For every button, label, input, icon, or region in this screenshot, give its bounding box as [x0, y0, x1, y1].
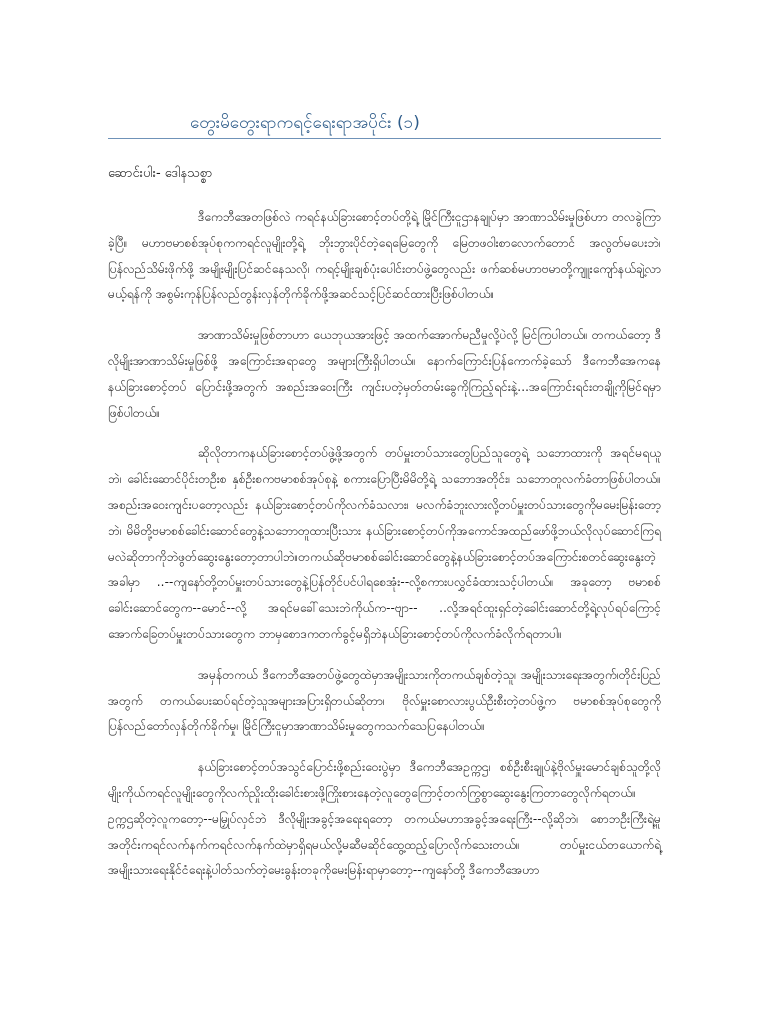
article-body — [108, 205, 661, 899]
author-line: ဆောင်းပါး- ဒေါနသစ္စာ — [108, 166, 213, 181]
paragraph-1: ဒီကေဘီအေတဖြစ်လဲ ကရင်နယ်ခြားစောင့်တပ်တို့ရဲ့ မြိုင်ကြီးငူဌာနချုပ်မှာ အာဏာသိမ်းမှုဖြစ်ဟာ တလခွဲကြာခဲ့ပြီ။ မဟာဗမာစစ်အုပ်စုကကရင်လူမျိုးတို့ရဲ့ ဘိုးဘွားပိုင်တဲ့ရေမြေတွေကို မြေတဖဝါးစာလောက်တောင် အလွတ်မပေးဘဲ၊ ပြန်လည်သိမ်းဖိုက်ဖို့ အမျိုးမျိုးပြင်ဆင်နေသလို၊ ကရင့်မျိုးချစ်ပုံးပေါင်းတပ်ဖွဲ့တွေလည်း ဖက်ဆစ်မဟာဗမာတို့ကျူးကျော်နယ်ချဲ့လာမယ့်ရန်ကို အစွမ်းကုန်ပြန်လည်တွန်းလှန်တိုက်ခိုက်ဖို့အဆင်သင့်ပြင်ဆင်ထားပြီးဖြစ်ပါတယ်။ — [108, 210, 661, 302]
paragraph-4: အမှန်တကယ် ဒီကေဘီအေတပ်ဖွဲ့တွေထဲမှာအမျိုးသားကိုတကယ်ချစ်တဲ့သူ၊ အမျိုးသားရေးအတွက်၊တိုင်းပြည်အတွက် တကယ်ပေးဆပ်ရင်တဲ့သူအများအပြားရှိတယ်ဆိုတာ၊ ဗိုလ်မှူးစောလားပွယ်ဦးစီးတဲ့တပ်ဖွဲ့က ဗမာစစ်အုပ်စုတွေကို ပြန်လည်တော်လှန်တိုက်ခိုက်မှု၊ မြိုင်ကြီးငူမှာအာဏာသိမ်းမှုတွေကသက်သေပြနေပါတယ်။ — [108, 667, 661, 734]
paragraph-2: အာဏာသိမ်းမှုဖြစ်တာဟာ ယေဘုယအားဖြင့် အထက်အောက်မညီမှုလို့ပဲလို့ မြင်ကြပါတယ်။ တကယ်တော့ ဒီလိုမျိုးအာဏာသိမ်းမှုဖြစ်ဖို့ အကြောင်းအရာတွေ အများကြီးရှိပါတယ်။ နောက်ကြောင်းပြန်ကောက်ခဲ့သော် ဒီကေဘီအေကနေ နယ်ခြားစောင့်တပ် ပြောင်းဖို့အတွက် အစည်းအဝေးကြီး ကျင်းပတဲ့မှတ်တမ်းခွေကိုကြည့်ရင်းနဲ့...အကြောင်းရင်းတချို့ကိုမြင်ရမှာဖြစ်ပါတယ်။ — [108, 328, 661, 420]
document-title: တွေးမိတွေးရာကရင့်ရေးရာအပိုင်း (၁) — [190, 113, 420, 133]
paragraph-5: နယ်ခြားစောင့်တပ်အသွင်ပြောင်းဖို့စည်းဝေးပွဲမှာ ဒီကေဘီအေဥက္ကဌ၊ စစ်ဦးစီးချုပ်နဲ့ဗိုလ်မှူးမောင်ချစ်သူတို့လိုမျိုးကိုယ်ကရင်လူမျိုးတွေကိုလက်ညှိုးထိုးခေါင်းစားဖို့ကြိုးစားနေတဲ့လူတွေကြောင့်တက်ကြွစွာဆွေးနွေးကြတာတွေလိုက်ရတယ်။ဥက္ကဌဆိုတဲ့လူကတော့--မမြှုပ်လှင်ဘဲ ဒီလိုမျိုးအခွင့်အရေးရတော့ တကယ်မဟာအခွင့်အရေးကြီး--လို့ဆိုဘဲ၊ စောဘဦးကြီးရဲ့မူအတိုင်းကရင်လက်နက်ကရင်လက်နက်ထဲမှာရှိရမယ်လို့မဆီမဆိုင်ထွေ့ထည့်ပြောလိုက်သေးတယ်။ တပ်မှူးငယ်တယောက်ရဲ့အမျိုးသားရေးနိုင်ငံရေးနဲ့ပါတ်သက်တဲ့မေးခွန်းတခုကိုမေးမြန်းရာမှာတော့--ကျနော်တို့ ဒီကေဘီအေဟာ — [108, 760, 661, 878]
title-underline-divider — [108, 138, 661, 139]
paragraph-3: ဆိုလိုတာကနယ်ခြားစောင့်တပ်ဖွဲ့ဖို့အတွက် တပ်မှူးတပ်သားတွေပြည်သူတွေရဲ့ သဘောထားကို အရင်မရယူဘဲ၊ ခေါင်းဆောင်ပိုင်းတဦးစ နှစ်ဦးစကဗမာစစ်အုပ်စုနဲ့ စကားပြောပြီးမိမိတို့ရဲ့ သဘောအတိုင်း၊ သဘောတူလက်ခံတာဖြစ်ပါတယ်။ အစည်းအဝေးကျင်းပတော့လည်း နယ်ခြားစောင့်တပ်ကိုလက်ခံသလား၊ မလက်ခံဘူးလားလို့တပ်မှူးတပ်သားတွေကိုမမေးမြန်းတော့ဘဲ၊ မိမိတို့ဗမာစစ်ခေါင်းဆောင်တွေနဲ့သဘောတူထားပြီးသား နယ်ခြားစောင့်တပ်ကိုအကောင်အထည်ဖော်ဖို့ဘယ်လိုလုပ်ဆောင်ကြရမလဲဆိုတာကိုဘဲဖွတ်ဆွေးနွေးတော့တာပါဘဲ။တကယ်ဆိုဗမာစစ်ခေါင်းဆောင်တွေနဲ့နယ်ခြားစောင့်တပ်အကြောင်းစတင်ဆွေးနွေးတဲ့အခါမှာ ..--ကျနော်တို့တပ်မှူးတပ်သားတွေနဲ့ပြန်တိုင်ပင်ပါရစေအုံး--လို့စကားပလွှင်ခံထားသင့်ပါတယ်။ အခုတော့ ဗမာစစ်ခေါင်းဆောင်တွေက--မောင်--လို့ အရင်မခေါ်သေးဘဲကိုယ်က--ဗျာ-- ..လို့အရင်ထူးရှင်တဲ့ခေါင်းဆောင်တို့ရဲ့လုပ်ရပ်ကြောင့် အောက်ခြေတပ်မှူးတပ်သားတွေက ဘာမှစောဒကတက်ခွင့်မရှိဘဲနယ်ခြားစောင့်တပ်ကိုလက်ခံလိုက်ရတာပါ။ — [108, 446, 661, 641]
